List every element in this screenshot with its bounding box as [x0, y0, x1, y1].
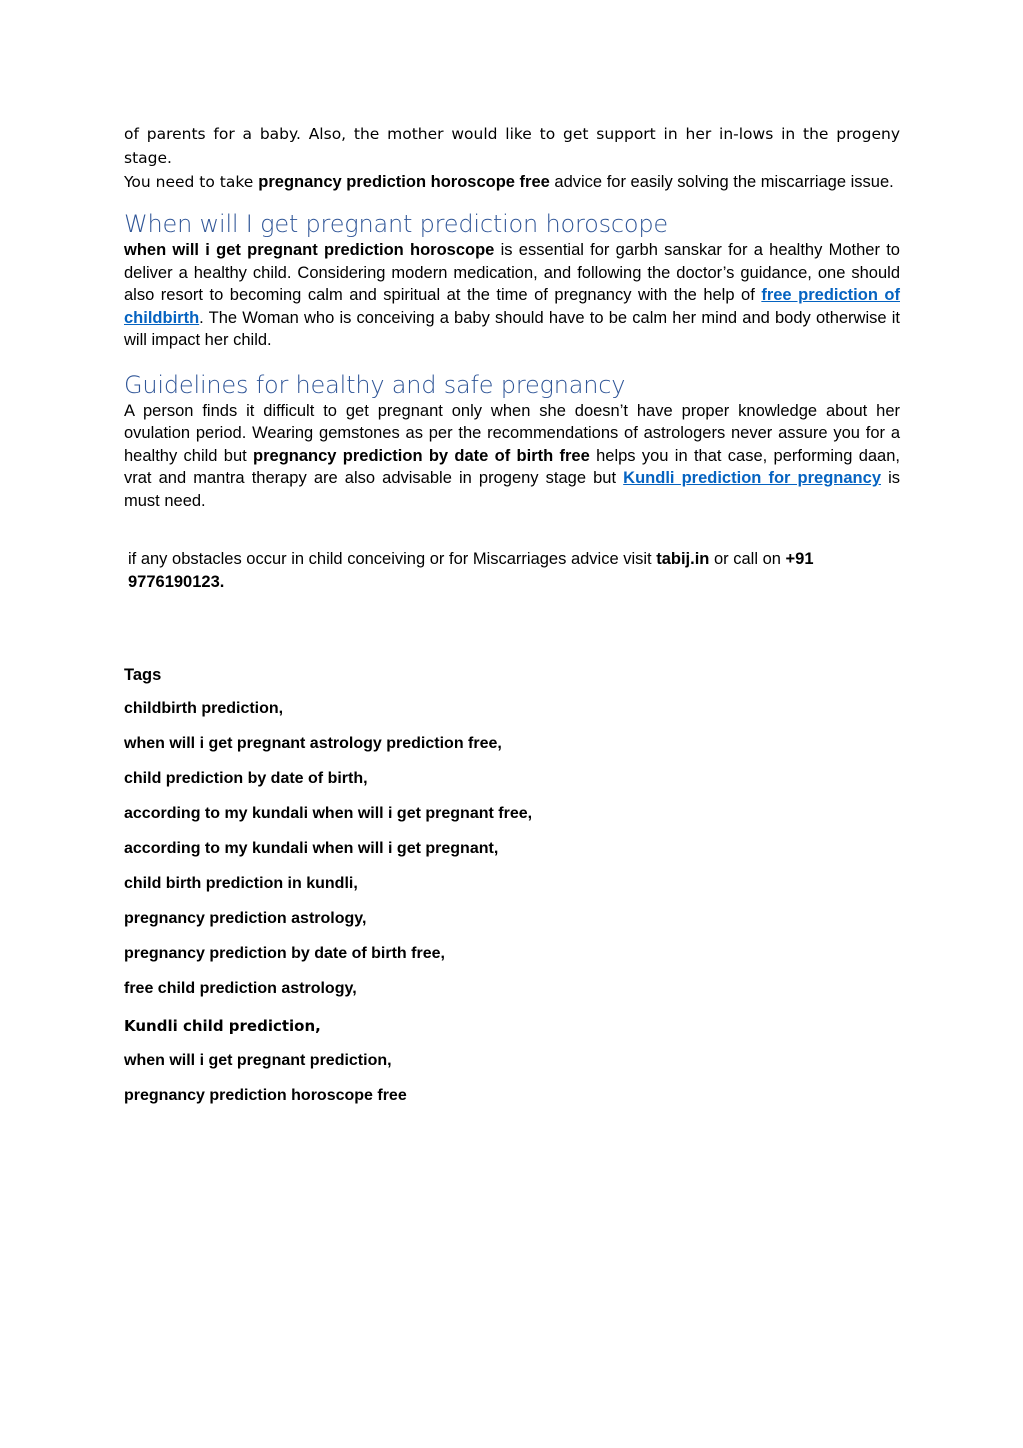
section2-text-a: A person finds it difficult to get pregnant only when she doesn’t have proper knowledge about her ovulation period. Wearing gemstones as per the recommendations of astrologers never assure you for a healthy child but [124, 401, 900, 465]
intro-paragraph [124, 122, 900, 194]
section2-heading: Guidelines for healthy and safe pregnancy [124, 370, 626, 399]
intro-line-2-end: advice for easily solving the miscarriage issue. [549, 173, 894, 191]
section1-text-b: . The Woman who is conceiving a baby should have to be calm her mind and body otherwise it will impact her child. [124, 308, 900, 349]
intro-line-2-start: You need to take [124, 173, 259, 191]
section1-heading: When will I get pregnant prediction horoscope [124, 210, 668, 238]
tag-item: according to my kundali when will i get pregnant free, [124, 805, 533, 822]
section1-text-a: is essential for garbh sanskar for a healthy Mother to deliver a healthy child. Considering modern medication, and following the doctor’s guidance, one should also resort to becoming calm and spiritual at the time of pregnancy with the help of [124, 241, 900, 304]
tag-item: according to my kundali when will i get pregnant, [124, 840, 499, 857]
tag-item: when will i get pregnant astrology prediction free, [124, 735, 502, 752]
tag-item: Kundli child prediction, [124, 1017, 321, 1035]
tag-item: pregnancy prediction astrology, [124, 910, 367, 927]
intro-bold-phrase: pregnancy prediction horoscope free [258, 173, 550, 191]
intro-line-1: of parents for a baby. Also, the mother would like to get support in her in-lows in the progeny stage. [124, 125, 900, 167]
tag-item: child prediction by date of birth, [124, 770, 368, 787]
tags-title: Tags [124, 666, 162, 684]
section2-text-b: helps you in that case, performing daan, vrat and mantra therapy are also advisable in progeny stage but [124, 446, 900, 487]
section2-text-c: is must need. [124, 469, 901, 510]
tags-list [124, 698, 900, 1120]
tag-item: childbirth prediction, [124, 700, 284, 717]
section2-paragraph [124, 400, 900, 513]
tag-item: pregnancy prediction horoscope free [124, 1087, 407, 1104]
section1-bold-lead: when will i get pregnant prediction horoscope [124, 241, 495, 259]
contact-text-a: if any obstacles occur in child conceiving or for Miscarriages advice visit [128, 550, 657, 568]
tag-item: free child prediction astrology, [124, 980, 357, 997]
free-prediction-of-childbirth-link[interactable]: free prediction of childbirth [124, 286, 900, 327]
contact-phone: +91 9776190123. [128, 550, 814, 591]
contact-paragraph [124, 548, 900, 593]
contact-site: tabij.in [656, 550, 710, 568]
kundli-prediction-for-pregnancy-link[interactable]: Kundli prediction for pregnancy [623, 469, 881, 487]
tag-item: when will i get pregnant prediction, [124, 1052, 392, 1069]
section1-paragraph [124, 239, 900, 352]
page-content [124, 122, 900, 1120]
tag-item: child birth prediction in kundli, [124, 875, 358, 892]
section2-bold-phrase: pregnancy prediction by date of birth free [253, 446, 590, 465]
contact-text-b: or call on [709, 550, 786, 568]
tag-item: pregnancy prediction by date of birth free, [124, 945, 445, 962]
